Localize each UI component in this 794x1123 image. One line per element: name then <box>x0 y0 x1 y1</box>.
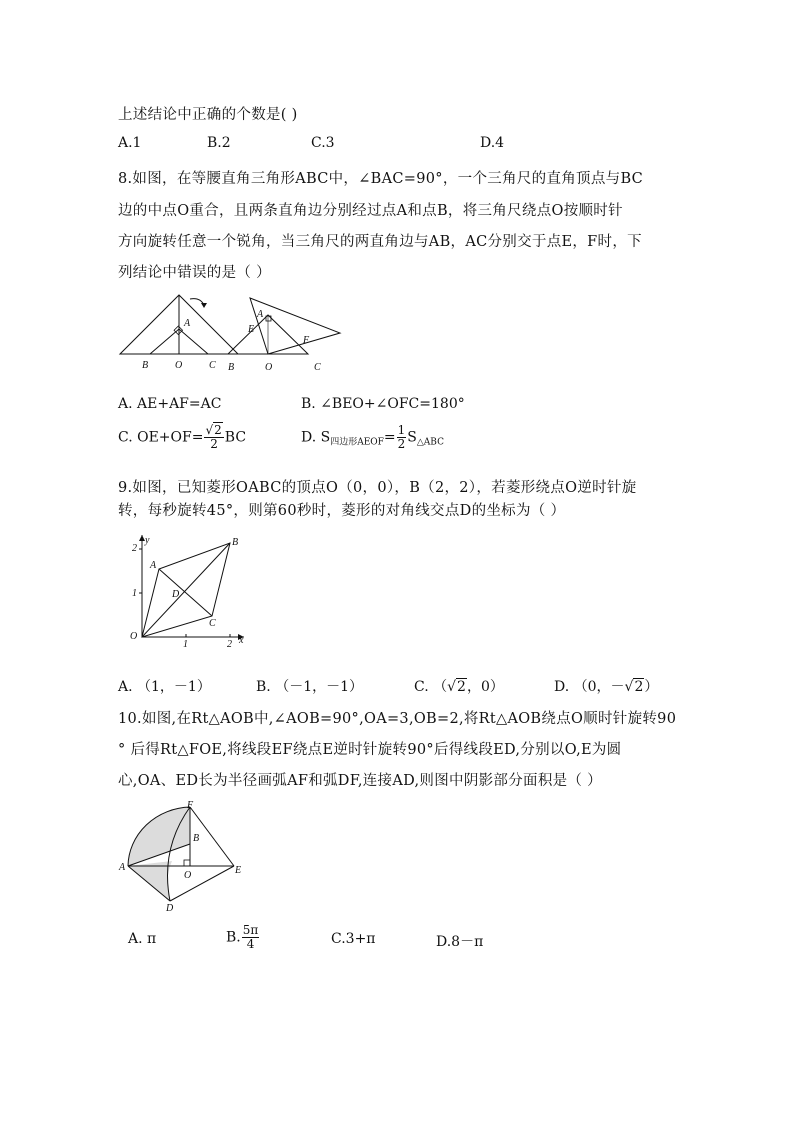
q10-stem-line-3: 心,OA、ED长为半径画弧AF和弧DF,连接AD,则图中阴影部分面积是（ ） <box>118 773 602 789</box>
q8-stem-line-4: 列结论中错误的是（ ） <box>118 265 271 281</box>
q8-label-f: F <box>303 335 310 346</box>
q10-figure <box>118 799 248 915</box>
q10-option-b: B. $\frac{5\pi}{4}$ <box>226 923 259 951</box>
q9-figure <box>118 531 248 657</box>
q8-label-o2: O <box>265 362 273 373</box>
q10-label-d: D <box>166 903 174 914</box>
q8-figure <box>118 293 343 375</box>
q10-shaded-bottom <box>128 861 172 901</box>
q9-label-o: O <box>130 631 138 642</box>
q9-stem-line-2: 转，每秒旋转45°，则第60秒时，菱形的对角线交点D的坐标为（ ） <box>118 503 566 519</box>
q8-label-o: O <box>175 360 183 371</box>
q7-option-a: A.1 <box>118 135 142 151</box>
q7-option-c: C.3 <box>311 135 335 151</box>
q10-stem-line-2: ° 后得Rt△FOE,将线段EF绕点E逆时针旋转90°后得线段ED,分别以O,E为圆 <box>118 742 622 758</box>
q10-label-b: B <box>193 833 200 844</box>
q10-label-o: O <box>184 870 192 881</box>
q8-label-b: B <box>142 360 149 371</box>
q8-stem-line-2: 边的中点O重合，且两条直角边分别经过点A和点B，将三角尺绕点O按顺时针 <box>118 203 623 219</box>
q9-tick-y2: 2 <box>132 543 137 554</box>
q8-label-e: E <box>248 324 255 335</box>
q9-label-y: y <box>145 535 150 546</box>
q8-stem-line-3: 方向旋转任意一个锐角，当三角尺的两直角边与AB，AC分别交于点E，F时，下 <box>118 234 642 250</box>
q10-label-f: F <box>187 800 194 811</box>
q8-option-a: A. AE+AF=AC <box>118 396 222 412</box>
q9-option-a: A. （1，－1） <box>118 679 211 695</box>
q9-label-d: D <box>172 589 180 600</box>
q8-rotated-set-square <box>250 298 340 354</box>
q9-tick-x2: 2 <box>227 639 232 650</box>
q9-option-d: D. （0，－√2） <box>554 679 659 695</box>
q7-option-d: D.4 <box>480 135 505 151</box>
q8-label-b2: B <box>228 362 235 373</box>
q10-stem-line-1: 10.如图,在Rt△AOB中,∠AOB=90°,OA=3,OB=2,将Rt△AOB绕点O顺时针旋转90 <box>118 711 677 727</box>
q10-label-a: A <box>119 862 126 873</box>
q9-option-b: B. （－1，－1） <box>256 679 364 695</box>
q8-option-c: C. OE+OF= $\frac{√2}{2}$ BC <box>118 423 247 451</box>
q8-label-c2: C <box>314 362 321 373</box>
q9-tick-x1: 1 <box>183 639 188 650</box>
q8-label-a: A <box>184 318 191 329</box>
q9-label-a: A <box>150 560 157 571</box>
q7-question-text: 上述结论中正确的个数是( ) <box>118 107 298 123</box>
q9-stem-line-1: 9.如图，已知菱形OABC的顶点O（0，0），B（2，2），若菱形绕点O逆时针旋 <box>118 480 637 496</box>
q8-stem-line-1: 8.如图，在等腰直角三角形ABC中，∠BAC=90°，一个三角尺的直角顶点与BC <box>118 171 644 187</box>
q8-label-c: C <box>209 360 216 371</box>
q9-tick-y1: 1 <box>132 588 137 599</box>
q9-label-x: x <box>239 635 244 646</box>
q9-label-b: B <box>232 537 239 548</box>
q10-option-c: C.3+π <box>331 931 376 947</box>
q9-label-c: C <box>209 618 216 629</box>
q10-label-e: E <box>235 865 242 876</box>
q9-option-c: C. （√2，0） <box>414 679 504 695</box>
q10-option-a: A. π <box>128 931 157 947</box>
q10-option-d: D.8－π <box>436 934 484 950</box>
q7-option-b: B.2 <box>207 135 231 151</box>
q8-option-d: D. $S_{四边形AEOF}=$ $\frac{1}{2}$ $S_{\triangle ABC}$ <box>301 423 444 451</box>
q8-option-b: B. ∠BEO+∠OFC=180° <box>301 396 465 412</box>
q8-label-a2: A <box>257 309 264 320</box>
